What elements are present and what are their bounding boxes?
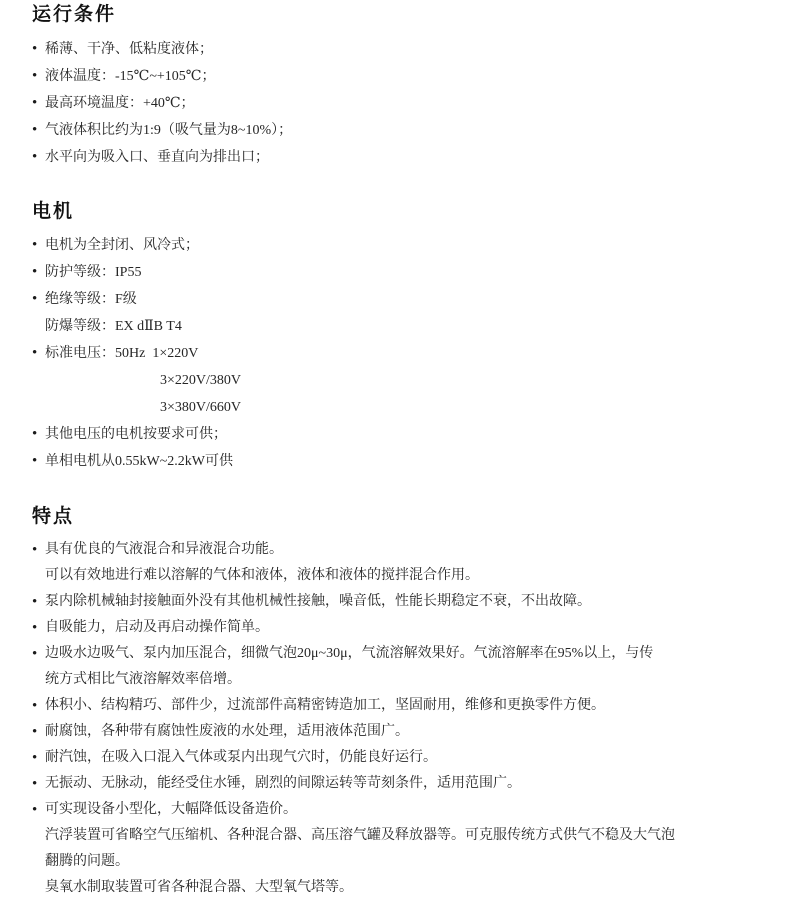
feature-ozone-water-device: 臭氧水制取装置可省各种混合器、大型氧气塔等。: [45, 880, 353, 895]
motor-item-explosion-proof-class: 防爆等级：EX dⅡB T4: [45, 319, 182, 334]
section-operating-conditions: [32, 3, 770, 171]
motor-voltage-option-2: 3×380V/660V: [160, 400, 242, 415]
motor-item-enclosure: • 电机为全封闭、风冷式；: [32, 232, 770, 259]
motor-item-insulation-class: • 绝缘等级：F级: [32, 286, 770, 313]
motor-heading: 电机: [32, 201, 75, 222]
feature-flotation-device-continuation: 汽浮装置可省略空气压缩机、各种混合器、高压溶气罐及释放器等。可克服传统方式供气不稳及大气泡: [45, 828, 675, 843]
operating-conditions-heading: 运行条件: [32, 4, 117, 25]
feature-corrosion-resistance: • 耐腐蚀，各种带有腐蚀性废液的水处理，适用液体范围广。: [32, 719, 770, 745]
feature-no-vibration: • 无振动、无脉动，能经受住水锤，剧烈的间隙运转等苛刻条件，适用范围广。: [32, 771, 770, 797]
feature-equipment-miniaturization: • 可实现设备小型化，大幅降低设备造价。: [32, 797, 770, 823]
feature-self-priming: • 自吸能力，启动及再启动操作简单。: [32, 615, 770, 641]
operating-item-liquid-type: • 稀薄、干净、低粘度液体；: [32, 36, 770, 63]
operating-item-gas-liquid-ratio: • 气液体积比约为1:9（吸气量为8~10%）；: [32, 117, 770, 144]
feature-mixing-function-continuation: 可以有效地进行难以溶解的气体和液体，液体和液体的搅拌混合作用。: [45, 568, 479, 583]
operating-item-ports: • 水平向为吸入口、垂直向为排出口；: [32, 144, 770, 171]
motor-voltage-option-1: 3×220V/380V: [160, 373, 242, 388]
feature-dissolving-efficiency-continuation: 统方式相比气液溶解效率倍增。: [45, 672, 241, 687]
section-features: [32, 505, 770, 901]
feature-low-noise: • 泵内除机械轴封接触面外没有其他机械性接触，噪音低，性能长期稳定不衰，不出故障。: [32, 589, 770, 615]
motor-item-single-phase-range: • 单相电机从0.55kW~2.2kW可供: [32, 448, 770, 475]
operating-item-ambient-temp: • 最高环境温度：+40℃；: [32, 90, 770, 117]
motor-item-standard-voltage: • 标准电压：50Hz 1×220V: [32, 340, 770, 367]
section-motor: [32, 200, 770, 475]
feature-compact-structure: • 体积小、结构精巧、部件少，过流部件高精密铸造加工，坚固耐用，维修和更换零件方便。: [32, 693, 770, 719]
motor-item-other-voltages: • 其他电压的电机按要求可供；: [32, 421, 770, 448]
feature-dissolving-efficiency: • 边吸水边吸气、泵内加压混合，细微气泡20μ~30μ，气流溶解效果好。气流溶解率在95%以上，与传: [32, 641, 770, 667]
motor-item-protection-class: • 防护等级：IP55: [32, 259, 770, 286]
operating-item-liquid-temp: • 液体温度：-15℃~+105℃；: [32, 63, 770, 90]
feature-mixing-function: • 具有优良的气液混合和异液混合功能。: [32, 537, 770, 563]
feature-cavitation-resistance: • 耐汽蚀，在吸入口混入气体或泵内出现气穴时，仍能良好运行。: [32, 745, 770, 771]
feature-flotation-device-continuation-2: 翻腾的问题。: [45, 854, 129, 869]
features-heading: 特点: [32, 506, 75, 527]
